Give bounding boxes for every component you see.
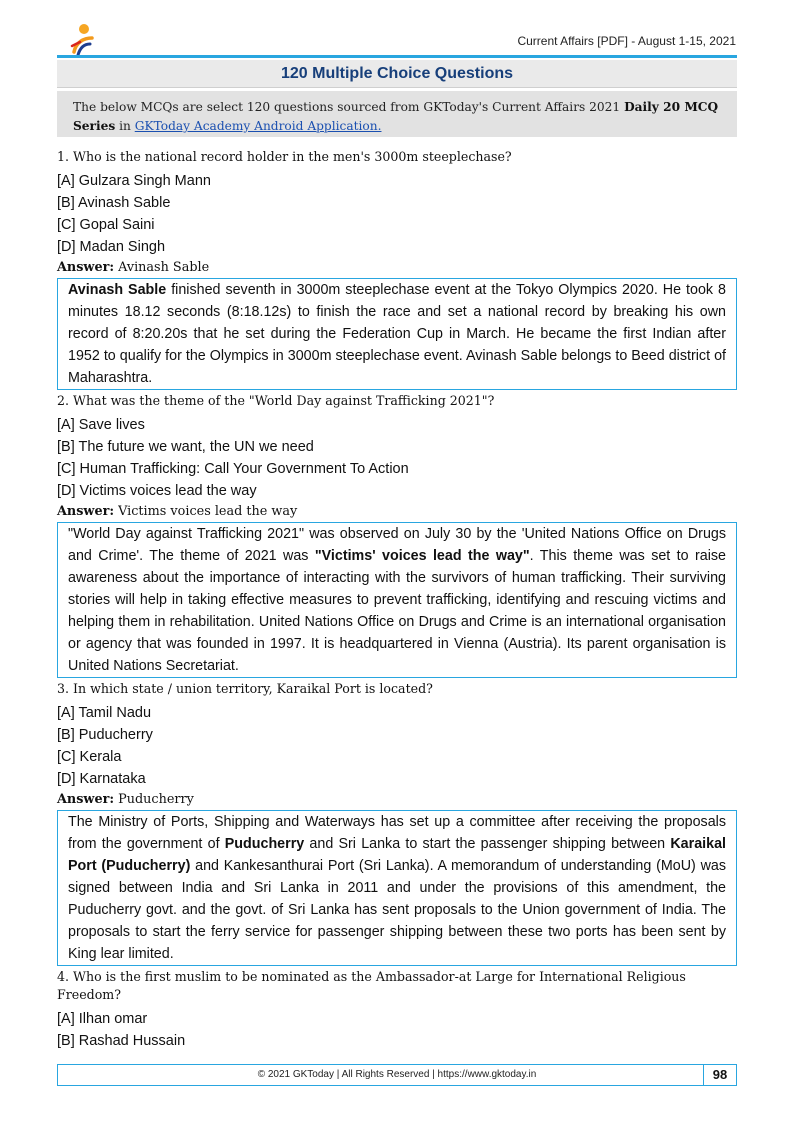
explanation-bold: Karaikal Port (Puducherry)	[68, 836, 726, 874]
question-block	[57, 148, 737, 390]
explanation-text: The Ministry of Ports, Shipping and Waterways has set up a committee after receiving the proposals from the government of	[68, 814, 726, 852]
explanation-text: "World Day against Trafficking 2021" was observed on July 30 by the 'United Nations Office on Drugs and Crime'. The theme of 2021 was	[68, 526, 726, 564]
intro-box	[57, 91, 737, 137]
question-list	[57, 148, 737, 1052]
question-text: 4. Who is the first muslim to be nominated as the Ambassador-at Large for International Religious Freedom?	[57, 969, 686, 1002]
answer-label: Answer:	[57, 504, 115, 519]
intro-text-2: in	[115, 119, 135, 133]
option-b: [B] The future we want, the UN we need	[57, 439, 314, 455]
answer-label: Answer:	[57, 260, 115, 275]
option-c: [C] Gopal Saini	[57, 217, 155, 233]
option-d: [D] Victims voices lead the way	[57, 483, 257, 499]
gktoday-logo-icon	[64, 22, 100, 58]
page-footer	[57, 1064, 737, 1086]
intro-bold: Daily 20 MCQ Series	[73, 100, 719, 133]
answer-value: Avinash Sable	[118, 260, 210, 275]
option-b: [B] Puducherry	[57, 727, 153, 743]
explanation-text: finished seventh in 3000m steeplechase event at the Tokyo Olympics 2020. He took 8 minutes 18.12 seconds (8:18.12s) to finish the race and set a national record by breaking his own record of 8:20.20s that he set during the Federation Cup in March. He became the first Indian after 1952 to qualify for the Olympics in 3000m steeplechase event. Avinash Sable belongs to Beed district of Maharashtra.	[68, 282, 727, 386]
option-a: [A] Ilhan omar	[57, 1011, 148, 1027]
question-block	[57, 680, 737, 966]
option-a: [A] Save lives	[57, 417, 145, 433]
option-c: [C] Human Trafficking: Call Your Government To Action	[57, 461, 409, 477]
explanation-bold: "Victims' voices lead the way"	[314, 548, 530, 564]
answer-value: Puducherry	[118, 792, 194, 807]
page-number: 98	[703, 1064, 736, 1086]
question-block	[57, 392, 737, 678]
explanation-text: and Kankesanthurai Port (Sri Lanka). A memorandum of understanding (MoU) was signed between India and Sri Lanka in 2011 and under the provisions of this amendment, the Puducherry govt. and the govt. of Sri Lanka has sent proposals to the Union government of India. The proposals to start the ferry service for passenger shipping between these two ports has been sent by King lear limited.	[68, 858, 726, 962]
question-block	[57, 968, 737, 1052]
intro-link[interactable]: GKToday Academy Android Application.	[134, 119, 382, 133]
footer-text: © 2021 GKToday | All Rights Reserved | https://www.gktoday.in	[257, 1069, 537, 1080]
option-c: [C] Kerala	[57, 749, 122, 765]
option-a: [A] Tamil Nadu	[57, 705, 152, 721]
option-d: [D] Karnataka	[57, 771, 146, 787]
question-text: 2. What was the theme of the "World Day against Trafficking 2021"?	[57, 393, 495, 408]
header-divider	[57, 55, 737, 58]
explanation-bold: Avinash Sable	[68, 282, 167, 298]
option-a: [A] Gulzara Singh Mann	[57, 173, 211, 189]
explanation-box	[57, 278, 737, 390]
answer-value: Victims voices lead the way	[118, 504, 298, 519]
answer-line	[57, 258, 737, 278]
explanation-bold: Puducherry	[224, 836, 305, 852]
page-title: 120 Multiple Choice Questions	[57, 60, 737, 88]
answer-label: Answer:	[57, 792, 115, 807]
answer-line	[57, 502, 737, 522]
question-text: 3. In which state / union territory, Karaikal Port is located?	[57, 681, 433, 696]
intro-text: The below MCQs are select 120 questions sourced from GKToday's Current Affairs 2021	[73, 100, 625, 114]
option-b: [B] Avinash Sable	[57, 195, 171, 211]
explanation-box	[57, 522, 737, 678]
explanation-box	[57, 810, 737, 966]
answer-line	[57, 790, 737, 810]
option-d: [D] Madan Singh	[57, 239, 166, 255]
explanation-text: and Sri Lanka to start the passenger shipping between	[304, 836, 671, 852]
header-title: Current Affairs [PDF] - August 1-15, 2021	[517, 34, 736, 48]
option-b: [B] Rashad Hussain	[57, 1033, 186, 1049]
explanation-text: . This theme was set to raise awareness about the importance of interacting with the survivors of human trafficking. Their surviving stories will help in taking effective measures to prevent trafficking, identifying and rescuing victims and helping them in rehabilitation. United Nations Office on Drugs and Crime is an international organisation or agency that was founded in 1997. It is headquartered in Vienna (Austria). Its parent organisation is United Nations Secretariat.	[68, 548, 727, 674]
question-text: 1. Who is the national record holder in the men's 3000m steeplechase?	[57, 149, 512, 164]
